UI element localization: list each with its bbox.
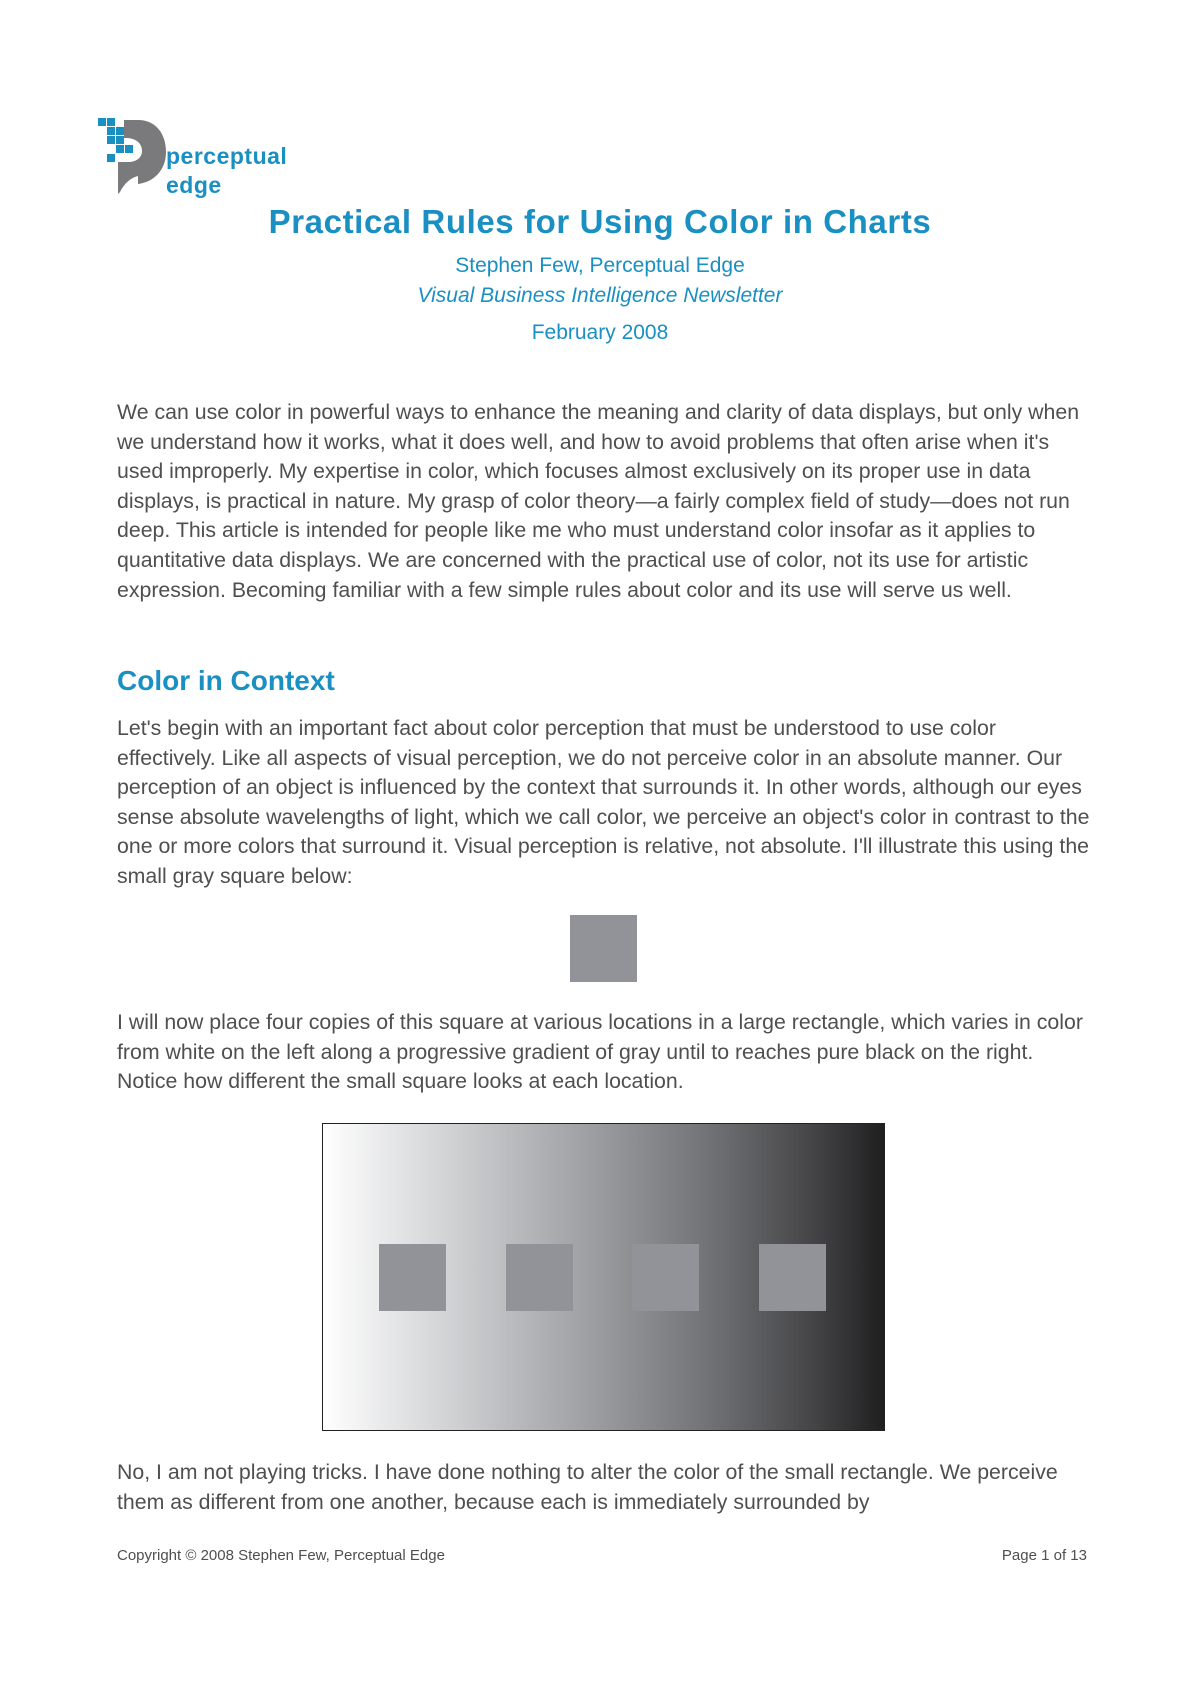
- footer-page-number: Page 1 of 13: [1001, 1547, 1087, 1564]
- author-line: Stephen Few, Perceptual Edge: [455, 254, 745, 277]
- logo-word-edge: edge: [166, 172, 222, 198]
- gradient-gray-square-3: [632, 1244, 699, 1311]
- section-heading: Color in Context: [117, 665, 335, 696]
- context-paragraph-2: I will now place four copies of this square at various locations in a large rectangle, which varies in color from white on the left along a progressive gradient of gray until to reaches pure black on the right. Notice how different the small square looks at each location.: [117, 1010, 1083, 1094]
- publication-line: Visual Business Intelligence Newsletter: [417, 284, 783, 307]
- footer-copyright: Copyright © 2008 Stephen Few, Perceptual Edge: [117, 1547, 445, 1564]
- gradient-gray-square-4: [759, 1244, 826, 1311]
- gradient-gray-square-1: [379, 1244, 446, 1311]
- gradient-gray-square-2: [506, 1244, 573, 1311]
- document-title: Practical Rules for Using Color in Charts: [268, 203, 932, 240]
- context-paragraph-3: No, I am not playing tricks. I have done nothing to alter the color of the small rectangle. We perceive them as different from one another, because each is immediately surrounded by: [117, 1460, 1058, 1514]
- perceptual-edge-logo-icon: [98, 118, 168, 198]
- logo-word-perceptual: perceptual: [166, 143, 288, 169]
- intro-paragraph: We can use color in powerful ways to enhance the meaning and clarity of data displays, but only when we understand how it works, what it does well, and how to avoid problems that often arise when it's used improperly. My expertise in color, which focuses almost exclusively on its proper use in data displays, is practical in nature. My grasp of color theory—a fairly complex field of study—does not run deep. This article is intended for people like me who must understand color insofar as it applies to quantitative data displays. We are concerned with the practical use of color, not its use for artistic expression. Becoming familiar with a few simple rules about color and its use will serve us well.: [117, 400, 1080, 602]
- gradient-rectangle: [322, 1123, 885, 1431]
- date-line: February 2008: [531, 321, 669, 344]
- context-paragraph-1: Let's begin with an important fact about color perception that must be understood to use color effectively. Like all aspects of visual perception, we do not perceive color in an absolute manner. Our perception of an object is influenced by the context that surrounds it. In other words, although our eyes sense absolute wavelengths of light, which we call color, we perceive an object's color in contrast to the one or more colors that surround it. Visual perception is relative, not absolute. I'll illustrate this using the small gray square below:: [117, 716, 1090, 888]
- gray-square-sample: [570, 915, 637, 982]
- perceptual-edge-logo: [98, 118, 298, 200]
